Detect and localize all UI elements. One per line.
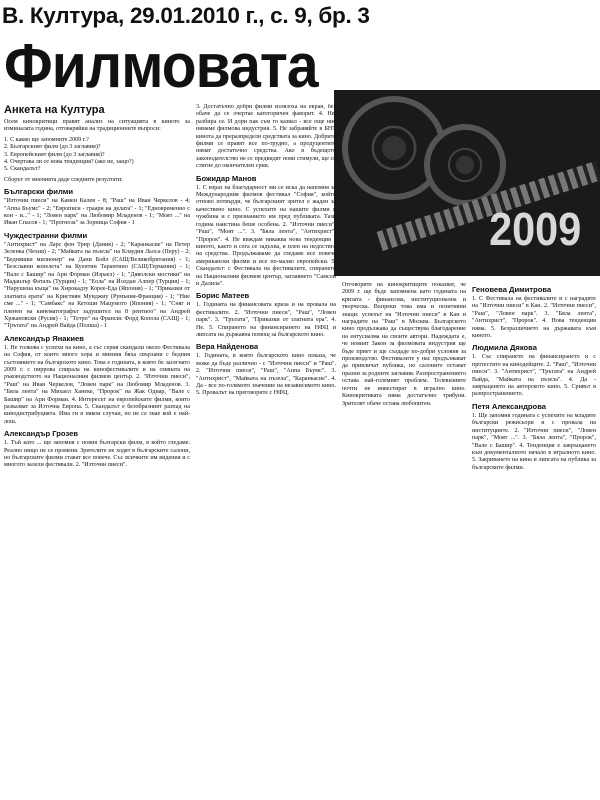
section-heading: Чуждестранни филми [4, 230, 88, 240]
column-left [4, 104, 190, 800]
question: 2. Българският филм (до 3 заглавия)? [4, 144, 101, 151]
question: 1. С какво ще запомните 2009 г.? [4, 136, 89, 143]
question: 3. Европейският филм (до 3 заглавия)? [4, 151, 105, 158]
survey-intro: Осем кинокритици правят анализ на ситуацията в киното за изминалата година, отговаряйки на традиционните въпроси: [4, 119, 190, 133]
critic-name: Петя Александрова [472, 401, 546, 411]
column-right [342, 282, 596, 800]
survey-outro: Сборът от мненията даде следните резултати: [4, 176, 123, 183]
article-title: Филмовата [4, 32, 318, 101]
continued-text: 3. Достатъчно добри филми излязоха на екран, без обаче да се очертае категоричен фаворит. 4. Не, разбира се. И дори пак съм го казвал - все още ние нямаме филмова индустрия. 5. Не забравяйте в БНТ кинота да преразпредели средствата за кино. Добрите филми се правят все по-трудно, а продуцентите нямат достатъчно средства. Ако в бъдещото законодателство не се предвидят нови стимули, ще се стигне до окончателен срив. [196, 104, 336, 170]
critic-name: Людмила Дякова [472, 343, 537, 353]
critic-answers: 1. Годината на финансовата криза и на провала на фестивалите. 2. "Източни пиеси", "Раш", "Ловен парк". 3. "Трътата", "Приказки от златната ера". 4. Не. 5. Спирането на финансирането на НФЦ и липсата на държавна помощ за българското кино. [196, 302, 336, 338]
survey-title: Анкета на Култура [4, 104, 105, 116]
critic-name: Александър Янакиев [4, 333, 84, 343]
critic-answers: 1. Не толкова с успехи на кино, а със серия скандали около Фестивала на София, от които много хора и мнения бяха свързани с бедния състоянието на българското кино. Това е годината, в която бе засегнато 2009 г. с пиррова спирала на кинофестивалите и на смяната на ръководството на Националния филмов център. 2. "Източни пиеси", "Раш" на Иван Черкелов, "Ловен парк" на Любомир Младенов. 3. "Бяла лента" на Михаел Ханеке, "Пророк" на Жак Одиар, "Вале с Башир" на Ари Форман. 4. Интересът на европейските филми, които разказват за Източна Европа. 5. Скандалът е безобразният разпад на кинодистрибуцията. Има ги в някои случаи, но не се знае кой е най-лош. [4, 344, 190, 425]
critic-answers: 1. Със спирането на финансирането и с протестите на кинодейците. 2. "Раш", "Източни пиеси". 3. "Антихрист", "Трътата" на Андрей Вайда, "Майката на пъзела". 4. Да - завръщането на авторското кино. 5. Сривът в разпространението. [472, 354, 596, 398]
critic-answers: 1. С Фестивала на фестивалите и с наградите на "Източни пиеси" в Кан. 2. "Източни пиеси", "Раш", "Ловен парк". 3. "Бяла лента", "Антихрист", "Пророк". 4. Нова тенденция няма. 5. Безразличието на държавата към киното. [472, 296, 596, 340]
question: 5. Скандалът? [4, 166, 41, 173]
critic-answers: 1. Ще запомня годината с успехите на младите български режисьори и с провала на институциите. 2. "Източни пиеси", "Ловен парк", "Моят ...". 3. "Бяла лента", "Пророк", "Вале с Башир". 4. Тенденция е завръщането към документалното начало в игралното кино. 5. Закриването на кина и липсата на публика за българските филми. [472, 412, 596, 471]
foreign-films-list: "Антихрист" на Ларс фон Трир (Дания) - 2; "Каранкасие" на Петер Зеленка (Чехия) - 2; "Майката на пъзела" на Клаудия Льоса (Перу) - 2; "Бедняшки милионер" на Дани Бойл (САЩ/Великобритания) - 1; "Безславни копелета" на Куентин Тарантино (САЩ/Германия) - 1; "Вале с Башир" на Ари Форман (Израел) - 1; "Дяволски мостики" на Маданлър Фаталь (Турция) - 1; "Еола" на Йолдан Алпер (Турция) - 1; "Нарушена къща" на Хирокадзу Корее-Еда (Япония) - 1; "Приказки от златната ерата" на Кристиян Мунджиу (Румъния-Франция) - 1; "Ние сме ..." - 1; "Самбакс" на Кетоши Мацумото (Япония) - 1; "Сняг и пленен на кинематографът задушител на 8 рентиоо" на Андрей Хржановски (Русия) - 1; "Тетро" на Франсис Форд Копола (САЩ) - 1; "Трътата" на Андрей Вайда (Полша) - 1 [4, 241, 190, 330]
critic-name: Вера Найденова [196, 342, 259, 352]
column-middle [196, 104, 336, 800]
critic-answers: 1. Тъй като ... ще запомня с новия български филм, в който гледаме. Реално нищо не се променя. Зрителите не ходят в българските салони, но българските филми стават все повече. Със всичките им видения и с многото залели фестивали. 2. "Източни пиеси". [4, 440, 190, 469]
critic-name: Геновева Димитрова [472, 285, 552, 294]
newspaper-header: В. Култура, 29.01.2010 г., с. 9, бр. 3 [2, 3, 370, 28]
section-heading: Български филми [4, 187, 74, 197]
critic-answers: 1. С израз на благодарност ми се иска да напомня за Международния филмов фестивал "София", който отново потвърди, че българският зрител е жаден за качествено кино. С успехите на нашите филми в чужбина и с признанието им пред публиката. Тази година наистина беше особена. 2. "Източни пиеси", "Раш", "Моят ...". 3. "Бяла лента", "Антихрист", "Пророк". 4. Не виждам никаква нова тенденция - киното, както и сега се задъхва, в плен на недостига на средства. Продължаваме да гледаме все повече американски филми и все по-малко европейски. 5. Скандалът: с Фестивала на фестивалите, спирането на Националния филмов център, заглавието "Самсон и Далила". [196, 184, 336, 287]
continued-text: Отговорите на кинокритиците показват, че 2009 г. ще бъде запомнена като годината на кризата - финансова, институционална и творческа. Въпреки това има и позитивни знаци: успехът на "Източни пиеси" в Кан и наградите на "Раш" в Москва. Българското кино продължава да съществува благодарение на ентусиазма на своите автори. Надеждата е, че новият Закон за филмовата индустрия ще бъде приет и ще създаде по-добри условия за производство. Фестивалите у нас продължават да привличат публика, но салоните остават празни за родните заглавия. Разпространението остава най-големият проблем. Телевизиите почти не инвестират в игрално кино. Кинокритиката няма достатъчно трибуни. Зрителят обаче остава любопитен. [342, 282, 466, 407]
critic-name: Борис Матеев [196, 291, 250, 301]
question: 4. Очертава ли се нова тенденция? (ако не, защо?) [4, 159, 134, 166]
photo-year: 2009 [488, 203, 581, 255]
critic-name: Божидар Манов [196, 173, 257, 183]
film-reel-photo [334, 90, 600, 276]
critic-answers: 1. Годината, в която българското кино показа, че може да бъде различно - с "Източни пиеси" и "Раш". 2. "Източни пиеси", "Раш", "Аппа Бъумс". 3. "Антихрист", "Майката на пъзела", "Каранкасие". 4. Да - все по-голямото значение на независимото кино. 5. Провалът на преговорите с НФЦ. [196, 353, 336, 397]
bg-films-list: "Източни пиеси" на Камен Калев - 8; "Раш" на Иван Черкелов - 4; "Аппа Бъумс" - 2; "Европиси - граари на делата" - 1; "Едновременно с кон - и..." - 1; "Ловен парк" на Любомир Младенов - 1; "Моят ..." на Иван Спасов - 1; "Прогноза" за Зорница София - 1 [4, 198, 190, 227]
critic-name: Александър Грозев [4, 429, 79, 439]
